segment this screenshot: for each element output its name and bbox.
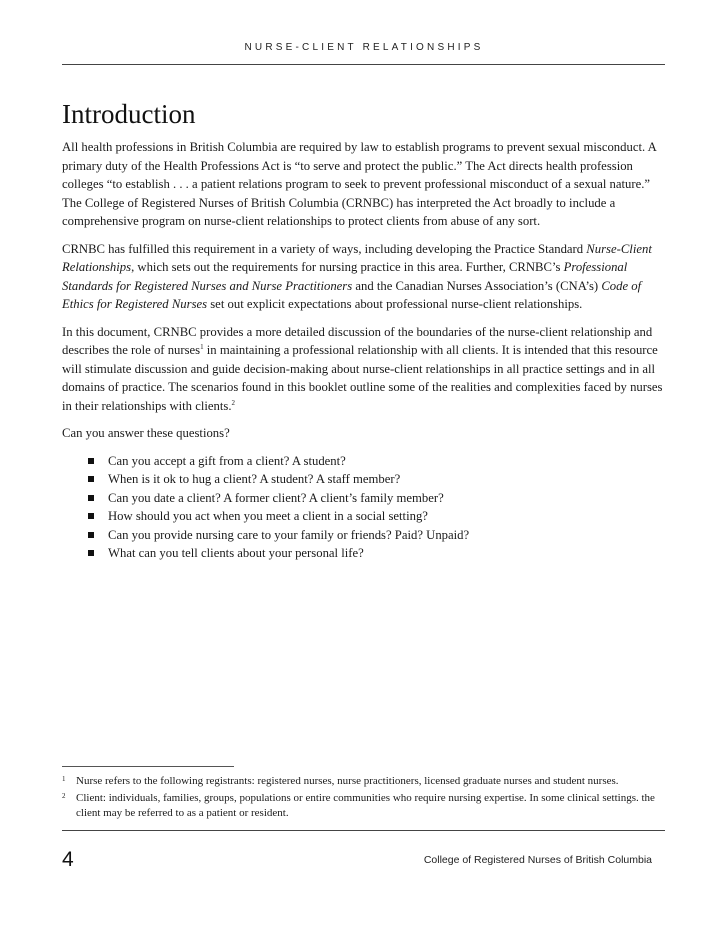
paragraph-2-text-c: and the Canadian Nurses Association’s (CNA’s)	[352, 278, 602, 293]
paragraph-1: All health professions in British Columbia are required by law to establish programs to prevent sexual misconduct. A primary duty of the Health Professions Act is “to serve and protect the public.” The Act directs health profession colleges “to establish . . . a patient relations program to seek to prevent professional misconduct of a sexual nature.” The College of Registered Nurses of British Columbia (CRNBC) has interpreted the Act broadly to include a comprehensive program on nurse-client relationships to protect clients from abuse of any sort.	[62, 140, 657, 228]
paragraph-2-text-d: set out explicit expectations about professional nurse-client relationships.	[207, 297, 583, 311]
footnote-rule	[62, 766, 234, 767]
square-bullet-icon	[88, 458, 94, 464]
footnote-2	[62, 791, 668, 822]
paragraph-3-text-b: in maintaining a professional relationship with all clients. It is intended that this resource will stimulate discussion and guide decision-making about nurse-client relationships in all practice settings and in all domains of practice. The scenarios found in this booklet outline some of the realities and complexities faced by nurses in their relationships with clients.	[62, 343, 663, 413]
page-number: 4	[62, 848, 74, 871]
questions-list	[62, 452, 672, 563]
code-of-ethics-title: Code of Ethics for Registered Nurses	[62, 278, 642, 311]
list-item	[88, 489, 672, 508]
footnote-1	[62, 774, 668, 790]
square-bullet-icon	[88, 513, 94, 519]
list-item	[88, 470, 672, 489]
list-item	[88, 507, 672, 526]
paragraph-2-text-b: , which sets out the requirements for nursing practice in this area. Further, CRNBC’s	[131, 260, 564, 274]
footnote-text: Client: individuals, families, groups, populations or entire communities who require nursing expertise. In some clinical settings. the client may be referred to as a patient or resident.	[76, 791, 655, 819]
header-rule	[62, 64, 665, 65]
footer-rule	[62, 830, 665, 831]
footnotes	[62, 774, 668, 823]
footnote-number: 2	[62, 791, 66, 800]
body-text	[62, 138, 672, 563]
square-bullet-icon	[88, 495, 94, 501]
list-item	[88, 544, 672, 563]
practice-standard-title: Nurse-Client Relationships	[62, 241, 652, 274]
footnote-ref-1: 1	[200, 342, 204, 351]
question-text: What can you tell clients about your personal life?	[108, 546, 364, 560]
question-text: Can you accept a gift from a client? A student?	[108, 453, 346, 468]
list-item	[88, 526, 672, 545]
paragraph-4: Can you answer these questions?	[62, 426, 230, 440]
question-text: When is it ok to hug a client? A student? A staff member?	[108, 472, 401, 486]
paragraph-2-text-a: CRNBC has fulfilled this requirement in a variety of ways, including developing the Practice Standard	[62, 241, 587, 256]
footnote-number: 1	[62, 775, 66, 783]
question-text: Can you date a client? A former client? A client’s family member?	[108, 490, 444, 505]
list-item	[88, 452, 672, 471]
paragraph-2	[62, 240, 672, 314]
professional-standards-title: Professional Standards for Registered Nurses and Nurse Practitioners	[62, 260, 628, 293]
footnote-ref-2: 2	[231, 398, 235, 407]
paragraph-3-text-a: In this document, CRNBC provides a more detailed discussion of the boundaries of the nurse-client relationship and describes the role of nurses	[62, 324, 653, 357]
question-text: Can you provide nursing care to your family or friends? Paid? Unpaid?	[108, 527, 470, 542]
footnote-text: Nurse refers to the following registrants: registered nurses, nurse practitioners, licensed graduate nurses and student nurses.	[76, 775, 619, 787]
square-bullet-icon	[88, 476, 94, 482]
footer-organization: College of Registered Nurses of British Columbia	[423, 854, 652, 866]
square-bullet-icon	[88, 550, 94, 556]
paragraph-3	[62, 323, 672, 416]
running-head: NURSE-CLIENT RELATIONSHIPS	[244, 42, 484, 53]
section-heading: Introduction	[62, 99, 196, 129]
question-text: How should you act when you meet a client in a social setting?	[108, 509, 428, 523]
square-bullet-icon	[88, 532, 94, 538]
